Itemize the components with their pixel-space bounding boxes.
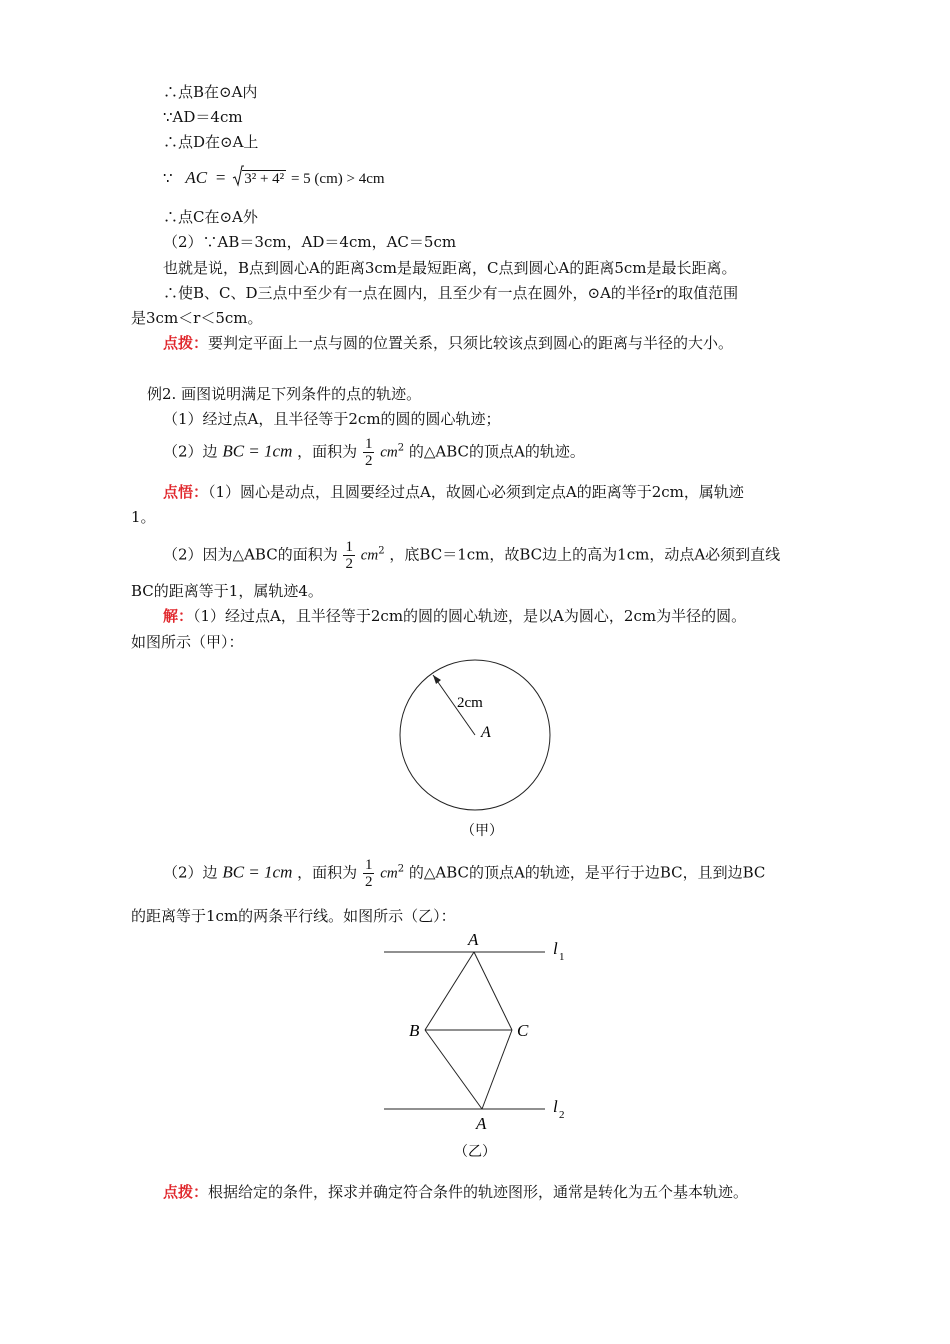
item-2-math: BC = 1cm xyxy=(222,441,293,461)
solution-text-2-suffix: 的△ABC的顶点A的轨迹，是平行于边BC，且到边BC xyxy=(408,863,766,882)
example-item-1: （1）经过点A，且半径等于2cm的圆的圆心轨迹； xyxy=(163,410,501,428)
insight-label: 点悟： xyxy=(163,483,209,501)
insight-line-1 xyxy=(163,482,744,502)
insight-line-2b: BC的距离等于1，属轨迹4。 xyxy=(131,582,323,600)
unit-cm: cm xyxy=(380,444,398,461)
fraction-one-half: $\frac{1}{2}$ xyxy=(364,857,373,890)
proof-line-2: ∵AD＝4cm xyxy=(163,108,243,126)
tip-2-label: 点拨： xyxy=(163,1183,209,1201)
ac-result: = 5 (cm) > 4cm xyxy=(290,171,385,187)
label-a-top: A xyxy=(468,930,479,949)
label-b: B xyxy=(409,1021,420,1040)
fraction-one-half: $\frac{1}{2}$ xyxy=(345,539,353,572)
unit-sup: 2 xyxy=(397,442,405,454)
sqrt-expression xyxy=(232,168,286,189)
proof-line-9: 是3cm＜r＜5cm。 xyxy=(131,309,263,327)
tip-1-label: 点拨： xyxy=(163,334,209,352)
unit-sup: 2 xyxy=(397,863,405,875)
unit-sup: 2 xyxy=(378,545,385,557)
ac-symbol: AC xyxy=(185,168,208,187)
sqrt-sign-icon xyxy=(232,165,244,187)
tip-2-text: 根据给定的条件，探求并确定符合条件的轨迹图形，通常是转化为五个基本轨迹。 xyxy=(208,1183,749,1201)
solution-line-2b: 的距离等于1cm的两条平行线。如图所示（乙）： xyxy=(131,907,456,925)
radius-arrowhead-icon xyxy=(433,675,441,684)
solution-text-1: （1）经过点A，且半径等于2cm的圆的圆心轨迹，是以A为圆心，2cm为半径的圆。 xyxy=(193,607,747,625)
figure-yi xyxy=(378,927,578,1162)
tip-1 xyxy=(163,333,733,353)
segment-ab-top xyxy=(425,952,474,1030)
equals-sign: = xyxy=(215,168,226,187)
fraction-one-half: $\frac{1}{2}$ xyxy=(364,436,373,469)
radius-label: 2cm xyxy=(457,695,483,711)
solution-text-2-prefix: （2）边 xyxy=(163,863,218,882)
tip-2 xyxy=(163,1182,748,1202)
label-c: C xyxy=(517,1021,529,1040)
unit-cm: cm xyxy=(360,547,379,564)
example-title: 例2. 画图说明满足下列条件的点的轨迹。 xyxy=(147,385,422,403)
unit-cm: cm xyxy=(380,865,398,882)
label-l1: l xyxy=(553,939,558,958)
solution-line-1 xyxy=(163,606,746,626)
sqrt-body: 3² + 4² xyxy=(244,171,285,187)
example-item-2 xyxy=(163,436,585,470)
center-label-a: A xyxy=(481,724,491,741)
proof-line-5: ∴点C在⊙A外 xyxy=(163,208,258,226)
proof-line-8: ∴使B、C、D三点中至少有一点在圆内，且至少有一点在圆外，⊙A的半径r的取值范围 xyxy=(163,284,739,302)
item-2-mid: ，面积为 xyxy=(297,442,358,461)
solution-mid: ，面积为 xyxy=(297,863,358,882)
label-a-bottom: A xyxy=(476,1114,487,1133)
label-l2-sub: 2 xyxy=(559,1109,565,1121)
segment-ac-bottom xyxy=(482,1030,512,1109)
solution-label: 解： xyxy=(163,607,194,625)
insight-text-2-suffix: ，底BC＝1cm，故BC边上的高为1cm，动点A必须到直线 xyxy=(389,545,781,564)
solution-math: BC = 1cm xyxy=(222,862,293,882)
segment-ab-bottom xyxy=(425,1030,482,1109)
insight-line-2 xyxy=(163,539,780,573)
figure-jia xyxy=(395,655,560,845)
proof-line-3: ∴点D在⊙A上 xyxy=(163,133,259,151)
solution-line-2 xyxy=(163,857,765,891)
proof-line-6: （2）∵AB＝3cm，AD＝4cm，AC＝5cm xyxy=(163,233,457,251)
solution-line-1b: 如图所示（甲）： xyxy=(131,633,244,651)
caption-jia: （甲） xyxy=(461,823,503,839)
insight-text-2-prefix: （2）因为△ABC的面积为 xyxy=(163,545,338,564)
because-symbol: ∵ xyxy=(163,169,173,187)
proof-line-7: 也就是说，B点到圆心A的距离3cm是最短距离，C点到圆心A的距离5cm是最长距离。 xyxy=(163,259,737,277)
caption-yi: （乙） xyxy=(454,1144,496,1160)
proof-line-1: ∴点B在⊙A内 xyxy=(163,83,258,101)
segment-ac-top xyxy=(474,952,512,1030)
item-2-suffix: 的△ABC的顶点A的轨迹。 xyxy=(408,442,585,461)
insight-text-1: （1）圆心是动点，且圆要经过点A，故圆心必须到定点A的距离等于2cm，属轨迹 xyxy=(208,483,744,501)
label-l2: l xyxy=(553,1097,558,1116)
proof-line-4-math xyxy=(163,168,385,194)
item-2-prefix: （2）边 xyxy=(163,442,218,461)
label-l1-sub: 1 xyxy=(559,951,565,963)
tip-1-text: 要判定平面上一点与圆的位置关系，只须比较该点到圆心的距离与半径的大小。 xyxy=(208,334,734,352)
insight-line-1b: 1。 xyxy=(131,508,156,526)
